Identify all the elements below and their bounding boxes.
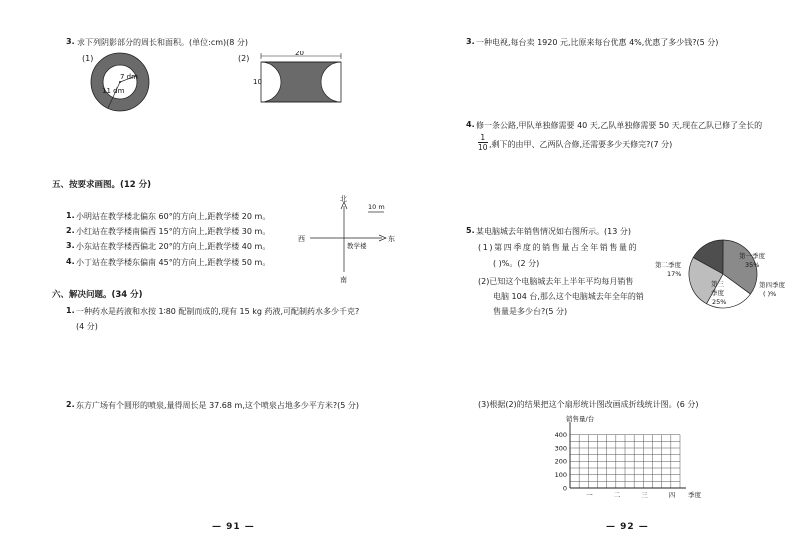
pie-label-q1-pct: 35%: [745, 261, 760, 269]
x-tick-label: 一: [586, 491, 593, 499]
question-text: ,剩下的由甲、乙两队合修,还需要多少天修完?(7 分): [489, 140, 673, 149]
item-number: 4.: [66, 257, 75, 266]
sub-question: (2)已知这个电脑城去年上半年平均每月销售: [478, 277, 634, 286]
pie-label-q3a: 第三: [711, 280, 724, 288]
fraction: [478, 133, 488, 152]
page-number: — 91 —: [212, 522, 255, 532]
y-tick-label: 400: [554, 430, 567, 439]
east-label: 东: [388, 235, 395, 243]
north-label: 北: [340, 195, 347, 203]
scale-label: 10 m: [368, 203, 385, 211]
sub-question: 电脑 104 台,那么这个电脑城去年全年的销: [493, 292, 644, 301]
y-axis-label: 销售量/台: [566, 415, 595, 423]
question-text: 某电脑城去年销售情况如右图所示。(13 分): [476, 227, 631, 236]
question-number: 3.: [66, 37, 75, 46]
x-tick-label: 三: [641, 491, 648, 499]
y-tick-label: 200: [554, 457, 567, 466]
sub-question: (3)根据(2)的结果把这个扇形统计图改画成折线统计图。(6 分): [478, 400, 699, 409]
item-number: 3.: [66, 241, 75, 250]
question-text: 一种药水是药液和水按 1∶80 配制而成的,现有 15 kg 药液,可配制药水多少千克?: [76, 307, 360, 316]
pie-chart: [653, 234, 793, 314]
pie-label-q3b: 季度: [711, 289, 724, 297]
question-number: 1.: [66, 306, 75, 315]
section-title: 六、解决问题。(34 分): [52, 290, 143, 300]
west-label: 西: [298, 235, 305, 243]
y-tick-label: 0: [562, 484, 567, 493]
x-axis-label: 季度: [688, 491, 701, 499]
y-tick-label: 100: [554, 470, 567, 479]
pie-label-q2-pct: 17%: [667, 270, 682, 278]
y-tick-labels: [555, 431, 567, 492]
question-number: 3.: [466, 37, 475, 46]
south-label: 南: [340, 276, 347, 284]
question-text: 东方广场有个圆形的喷泉,量得周长是 37.68 m,这个喷泉占地多少平方米?(5 分): [76, 401, 359, 410]
center-label: 教学楼: [347, 242, 367, 250]
pie-label-q4: 第四季度: [759, 281, 785, 289]
item-text: 小东站在教学楼西偏北 20°的方向上,距教学楼 40 m。: [76, 242, 271, 251]
question-text: 修一条公路,甲队单独修需要 40 天,乙队单独修需要 50 天,现在乙队已修了全长的: [476, 121, 763, 130]
question-text: 一种电视,每台卖 1920 元,比原来每台优惠 4%,优惠了多少钱?(5 分): [476, 38, 719, 47]
figure-label: (2): [238, 54, 250, 63]
item-text: 小明站在教学楼北偏东 60°的方向上,距教学楼 20 m。: [76, 212, 271, 221]
page-number: — 92 —: [606, 522, 649, 532]
x-tick-label: 四: [668, 491, 676, 499]
height-label: 10: [253, 78, 262, 86]
fraction-denominator: 10: [478, 143, 488, 152]
pie-label-q3-pct: 25%: [712, 298, 727, 306]
figure-label: (1): [82, 54, 94, 63]
x-tick-label: 二: [613, 491, 621, 499]
fraction-numerator: 1: [478, 133, 488, 143]
compass-diagram: [294, 192, 402, 284]
item-number: 2.: [66, 226, 75, 235]
item-text: 小红站在教学楼南偏西 15°的方向上,距教学楼 30 m。: [76, 227, 271, 236]
outer-radius-label: 11 dm: [102, 87, 125, 95]
item-text: 小丁站在教学楼东偏南 45°的方向上,距教学楼 50 m。: [76, 258, 271, 267]
pie-label-q2: 第二季度: [655, 261, 681, 269]
x-tick-labels: [586, 491, 676, 499]
question-points: (4 分): [76, 322, 98, 331]
ring-figure: [84, 52, 164, 112]
sub-question: 售量是多少台?(5 分): [493, 307, 568, 316]
section-title: 五、按要求画图。(12 分): [52, 180, 152, 190]
width-label: 20: [295, 51, 304, 57]
question-text: 求下列阴影部分的周长和面积。(单位:cm)(8 分): [77, 38, 249, 47]
question-number: 5.: [466, 226, 475, 235]
ring-center-dot: [119, 81, 121, 83]
shaded-region: [261, 62, 341, 102]
inner-radius-label: 7 dm: [120, 73, 138, 81]
chart-grid: [570, 422, 686, 488]
rect-semicircle-figure: [253, 51, 345, 107]
pie-label-q1: 第一季度: [739, 252, 765, 260]
pie-label-q4-pct: ( )%: [763, 290, 777, 298]
item-number: 1.: [66, 211, 75, 220]
sub-question: (1)第四季度的销售量占全年销售量的: [478, 243, 639, 252]
sub-question: ( )%。(2 分): [493, 259, 540, 268]
question-number: 2.: [66, 400, 75, 409]
question-number: 4.: [466, 120, 475, 129]
y-tick-label: 300: [554, 444, 567, 453]
line-chart: [530, 412, 730, 506]
